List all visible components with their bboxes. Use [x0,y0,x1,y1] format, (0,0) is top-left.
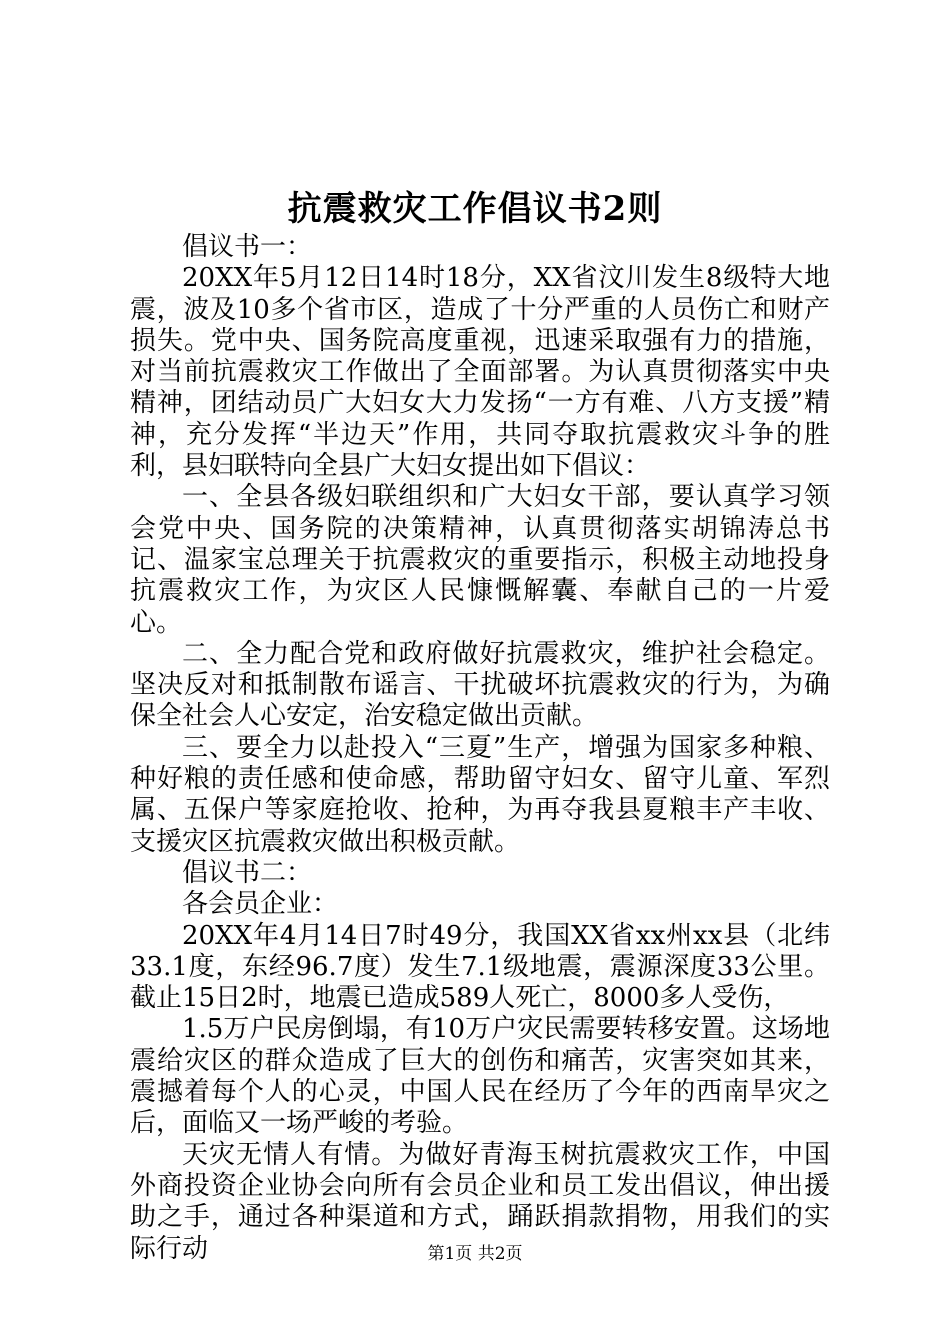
section-heading-2: 倡议书二： [182,857,313,888]
document-body [130,232,830,1265]
paragraph: 三、要全力以赴投入“三夏”生产，增强为国家多种粮、种好粮的责任感和使命感，帮助留守妇女、留守儿童、军烈属、五保户等家庭抢收、抢种，为再夺我县夏粮丰产丰收、支援灾区抗震救灾做出积极贡献。 [130,732,830,857]
page-footer: 第1页 共2页 [427,1244,523,1264]
paragraph: 一、全县各级妇联组织和广大妇女干部，要认真学习领会党中央、国务院的决策精神，认真贯彻落实胡锦涛总书记、温家宝总理关于抗震救灾的重要指示，积极主动地投身抗震救灾工作，为灾区人民慷慨解囊、奉献自己的一片爱心。 [130,482,830,638]
salutation: 各会员企业： [182,889,339,920]
section-heading-1: 倡议书一： [182,232,313,262]
paragraph: 天灾无情人有情。为做好青海玉树抗震救灾工作，中国外商投资企业协会向所有会员企业和员工发出倡议，伸出援助之手，通过各种渠道和方式，踊跃捐款捐物，用我们的实际行动 [130,1139,830,1264]
paragraph: 1.5万户民房倒塌，有10万户灾民需要转移安置。这场地震给灾区的群众造成了巨大的创伤和痛苦，灾害突如其来，震撼着每个人的心灵，中国人民在经历了今年的西南旱灾之后，面临又一场严峻的考验。 [130,1014,830,1139]
paragraph: 20XX年4月14日7时49分，我国XX省xx州xx县（北纬33.1度，东经96.7度）发生7.1级地震，震源深度33公里。截止15日2时，地震已造成589人死亡，8000多人受伤， [130,920,830,1014]
document-title: 抗震救灾工作倡议书2则 [287,189,663,229]
paragraph: 二、全力配合党和政府做好抗震救灾，维护社会稳定。坚决反对和抵制散布谣言、干扰破坏抗震救灾的行为，为确保全社会人心安定，治安稳定做出贡献。 [130,638,830,732]
paragraph: 20XX年5月12日14时18分，XX省汶川发生8级特大地震，波及10多个省市区，造成了十分严重的人员伤亡和财产损失。党中央、国务院高度重视，迅速采取强有力的措施，对当前抗震救灾工作做出了全面部署。为认真贯彻落实中央精神，团结动员广大妇女大力发扬“一方有难、八方支援”精神，充分发挥“半边天”作用，共同夺取抗震救灾斗争的胜利，县妇联特向全县广大妇女提出如下倡议： [130,263,830,482]
